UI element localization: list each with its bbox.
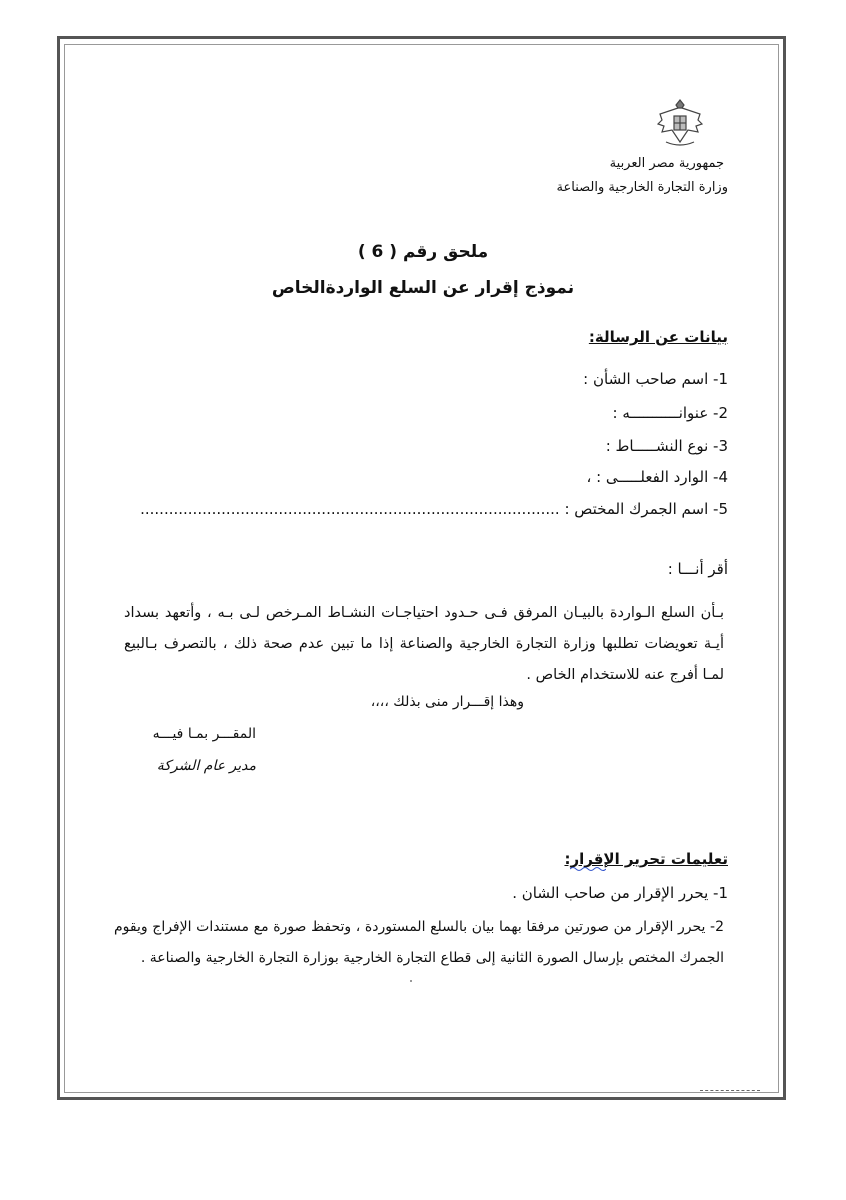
- annex-number: ملحق رقم ( 6 ): [357, 242, 489, 262]
- eagle-emblem-icon: [654, 96, 706, 148]
- field-address: 2- عنوانـــــــــــه :: [612, 404, 728, 422]
- scan-mark: [700, 1090, 760, 1095]
- country-name: جمهورية مصر العربية: [609, 156, 724, 171]
- instruction-1: 1- يحرر الإقرار من صاحب الشان .: [512, 884, 728, 902]
- signer-title: مدير عام الشركة: [156, 758, 256, 774]
- underline-squiggle: [570, 866, 606, 872]
- declaration-opening: أقر أنـــا :: [667, 560, 728, 578]
- signer-label: المقـــر بمـا فيـــه: [152, 726, 256, 742]
- scan-speck: [410, 980, 412, 982]
- ministry-name: وزارة التجارة الخارجية والصناعة: [556, 180, 728, 195]
- form-title: نموذج إقرار عن السلع الواردةالخاص: [271, 278, 575, 298]
- field-customs-office: 5- اسم الجمرك المختص : ........................................................................................: [140, 500, 728, 518]
- declaration-body: بـأن السلع الـواردة بالبيـان المرفق فـى حـدود احتياجـات النشـاط المـرخص لـى بـه ، وأتعهد بسداد أيـة تعويضات تطلبها وزارة التجارة الخارجية والصناعة إذا ما تبين عدم صحة ذلك ، بالتصرف بـالبيع لمـا أفرج عنه للاستخدام الخاص .: [124, 605, 724, 683]
- instructions-heading: تعليمات تحرير الإقرار:: [564, 850, 728, 868]
- field-owner-name: 1- اسم صاحب الشأن :: [583, 370, 728, 388]
- shipment-heading: بيانات عن الرسالة:: [588, 328, 728, 346]
- field-activity-type: 3- نوع النشـــــاط :: [605, 437, 728, 455]
- instruction-2: 2- يحرر الإقرار من صورتين مرفقا بهما بيان بالسلع المستوردة ، وتحفظ صورة مع مستندات الإفراج ويقوم الجمرك المختص بإرسال الصورة الثانية إلى قطاع التجارة الخارجية بوزارة التجارة الخارجية والصناعة .: [114, 919, 724, 966]
- field-actual-import: 4- الوارد الفعلـــــى : ،: [586, 468, 728, 486]
- declaration-closing: وهذا إقـــرار منى بذلك ،،،،: [370, 694, 524, 710]
